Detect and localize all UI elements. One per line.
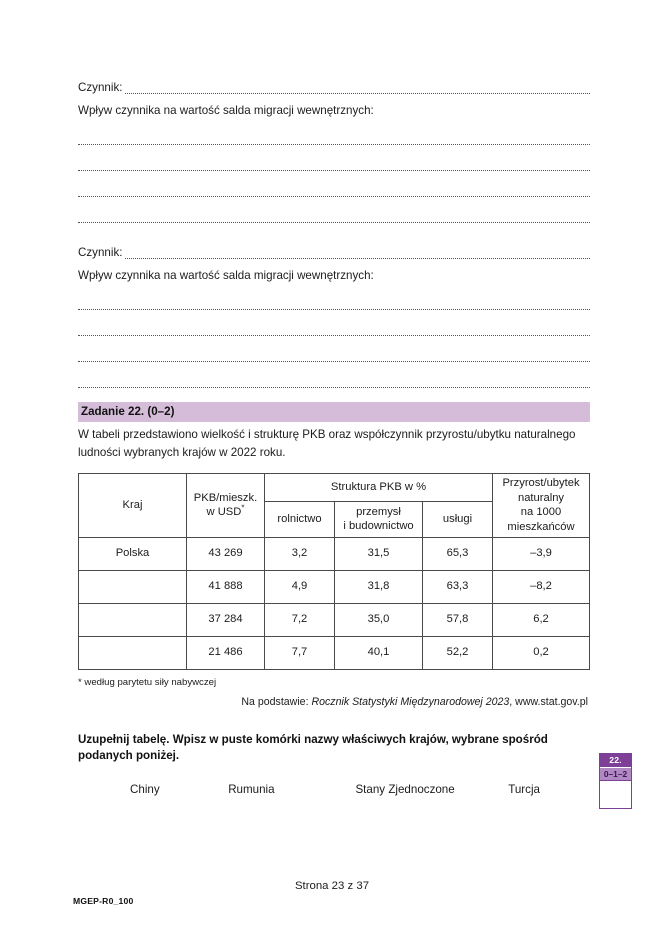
cell-natural-2: 6,2 xyxy=(493,603,590,636)
answer-section xyxy=(78,68,590,796)
answer-line-2-2[interactable] xyxy=(78,310,590,336)
dotted-rule[interactable] xyxy=(78,296,590,310)
header-natural-line3: na 1000 xyxy=(520,506,562,519)
influence-prompt-1: Wpływ czynnika na wartość salda migracji wewnętrznych: xyxy=(78,104,374,117)
answer-line-2-4[interactable] xyxy=(78,362,590,388)
option-stany-zjednoczone: Stany Zjednoczone xyxy=(355,783,455,797)
cell-natural-3: 0,2 xyxy=(493,636,590,669)
footer-page-label: Strona 23 z 37 xyxy=(294,880,370,892)
source-title: Rocznik Statystyki Międzynarodowej 2023 xyxy=(311,695,510,708)
option-rumunia: Rumunia xyxy=(228,783,275,797)
header-services: usługi xyxy=(423,502,493,537)
factor-input-1[interactable] xyxy=(125,80,590,94)
answer-line-2-1[interactable] xyxy=(78,284,590,310)
table-footnote: * według parytetu siły nabywczej xyxy=(78,676,217,688)
dotted-rule[interactable] xyxy=(78,374,590,388)
cell-agriculture-3: 7,7 xyxy=(265,636,335,669)
header-industry-line2: i budownictwo xyxy=(343,520,414,533)
dotted-rule[interactable] xyxy=(78,183,590,197)
answer-line-1-3[interactable] xyxy=(78,171,590,197)
table-row xyxy=(79,603,590,636)
cell-gdp-2: 37 284 xyxy=(187,603,265,636)
task-22 xyxy=(78,388,590,796)
cell-agriculture-1: 4,9 xyxy=(265,570,335,603)
table-row xyxy=(79,570,590,603)
cell-services-0: 65,3 xyxy=(423,537,493,570)
cell-industry-3: 40,1 xyxy=(335,636,423,669)
answer-block-2 xyxy=(78,223,590,388)
header-natural-line2: naturalny xyxy=(517,491,565,504)
cell-services-2: 57,8 xyxy=(423,603,493,636)
header-natural-growth xyxy=(493,474,590,537)
cell-natural-1: –8,2 xyxy=(493,570,590,603)
cell-agriculture-2: 7,2 xyxy=(265,603,335,636)
cell-gdp-1: 41 888 xyxy=(187,570,265,603)
answer-block-1 xyxy=(78,68,590,223)
footer-document-code: MGEP-R0_100 xyxy=(73,896,134,906)
cell-gdp-3: 21 486 xyxy=(187,636,265,669)
answer-line-1-1[interactable] xyxy=(78,119,590,145)
dotted-rule[interactable] xyxy=(78,348,590,362)
factor-line-2[interactable] xyxy=(78,233,590,259)
header-country: Kraj xyxy=(79,474,187,537)
header-gdp-line1: PKB/mieszk. xyxy=(193,491,258,504)
cell-industry-0: 31,5 xyxy=(335,537,423,570)
answer-line-2-3[interactable] xyxy=(78,336,590,362)
header-gdp-per-capita xyxy=(187,474,265,537)
source-prefix: Na podstawie: xyxy=(241,695,312,708)
cell-industry-2: 35,0 xyxy=(335,603,423,636)
cell-industry-1: 31,8 xyxy=(335,570,423,603)
factor-label-1: Czynnik: xyxy=(78,81,123,94)
factor-input-2[interactable] xyxy=(125,245,590,259)
table-row xyxy=(79,537,590,570)
header-natural-line4: mieszkańców xyxy=(507,520,575,533)
score-task-number: 22. xyxy=(600,754,631,767)
dotted-rule[interactable] xyxy=(78,157,590,171)
answer-line-1-4[interactable] xyxy=(78,197,590,223)
score-awarded-field[interactable] xyxy=(600,781,631,808)
task-instruction: Uzupełnij tabelę. Wpisz w puste komórki nazwy właściwych krajów, wybrane spośród podanych poniżej. xyxy=(78,732,548,763)
footnote-marker-icon: * xyxy=(241,503,245,513)
cell-natural-0: –3,9 xyxy=(493,537,590,570)
factor-label-2: Czynnik: xyxy=(78,246,123,259)
cell-services-3: 52,2 xyxy=(423,636,493,669)
header-gdp-line2: w USD xyxy=(206,506,242,519)
header-industry-line1: przemysł xyxy=(356,505,401,518)
table-row xyxy=(79,636,590,669)
cell-country-2[interactable] xyxy=(79,603,187,636)
gdp-table xyxy=(78,473,590,669)
table-header-row-1 xyxy=(79,474,590,502)
score-box xyxy=(599,753,632,809)
header-structure-group: Struktura PKB w % xyxy=(265,474,493,502)
cell-services-1: 63,3 xyxy=(423,570,493,603)
cell-agriculture-0: 3,2 xyxy=(265,537,335,570)
header-agriculture: rolnictwo xyxy=(265,502,335,537)
option-turcja: Turcja xyxy=(508,783,540,797)
cell-country-0[interactable]: Polska xyxy=(79,537,187,570)
task-banner: Zadanie 22. (0–2) xyxy=(78,402,590,422)
dotted-rule[interactable] xyxy=(78,322,590,336)
influence-prompt-2: Wpływ czynnika na wartość salda migracji wewnętrznych: xyxy=(78,269,374,282)
answer-line-1-2[interactable] xyxy=(78,145,590,171)
dotted-rule[interactable] xyxy=(78,209,590,223)
cell-country-3[interactable] xyxy=(79,636,187,669)
score-points-scale: 0–1–2 xyxy=(600,767,631,781)
cell-country-1[interactable] xyxy=(79,570,187,603)
dotted-rule[interactable] xyxy=(78,131,590,145)
country-options xyxy=(78,765,590,796)
factor-line-1[interactable] xyxy=(78,68,590,94)
task-intro: W tabeli przedstawiono wielkość i strukturę PKB oraz współczynnik przyrostu/ubytku naturalnego ludności wybranych krajów w 2022 roku. xyxy=(78,428,576,459)
option-chiny: Chiny xyxy=(130,783,160,797)
header-natural-line1: Przyrost/ubytek xyxy=(502,477,580,490)
table-source xyxy=(78,688,590,708)
cell-gdp-0: 43 269 xyxy=(187,537,265,570)
source-suffix: , www.stat.gov.pl xyxy=(509,695,588,708)
header-industry xyxy=(335,502,423,537)
